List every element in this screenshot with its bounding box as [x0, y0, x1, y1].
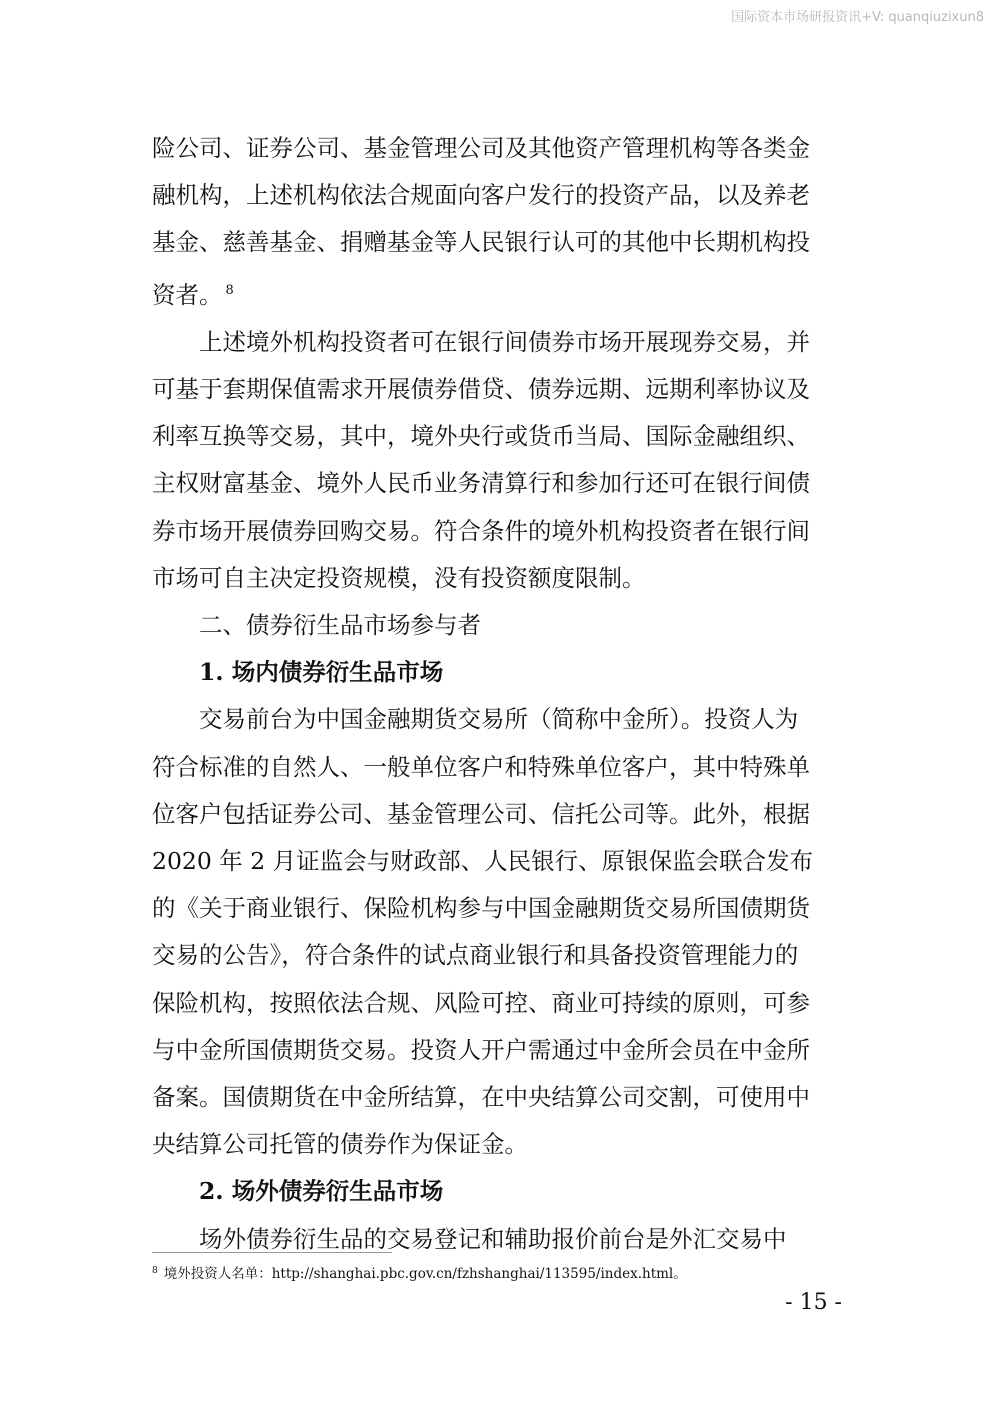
paragraph-foreign-investors [152, 319, 842, 602]
document-body [152, 125, 842, 1263]
footnote [152, 1262, 687, 1283]
text-line-content: 资者。 [152, 280, 223, 309]
subsection-heading-otc: 2. 场外债券衍生品市场 [199, 1177, 444, 1206]
paragraph-institution-list [152, 125, 842, 319]
watermark: 国际资本市场研报资讯+V: quanqiuzixun8 [731, 10, 984, 25]
text-line: 交易的公告》，符合条件的试点商业银行和具备投资管理能力的 [152, 941, 799, 970]
text-line: 融机构，上述机构依法合规面向客户发行的投资产品，以及养老 [152, 181, 810, 210]
text-line: 基金、慈善基金、捐赠基金等人民银行认可的其他中长期机构投 [152, 228, 810, 257]
text-line: 的《关于商业银行、保险机构参与中国金融期货交易所国债期货 [152, 894, 810, 923]
text-line: 市场可自主决定投资规模，没有投资额度限制。 [152, 563, 646, 592]
text-line: 央结算公司托管的债券作为保证金。 [152, 1130, 528, 1159]
footnote-text: 境外投资人名单：http://shanghai.pbc.gov.cn/fzhshanghai/113595/index.html。 [163, 1266, 687, 1282]
text-line: 上述境外机构投资者可在银行间债券市场开展现券交易，并 [199, 327, 810, 356]
text-line: 险公司、证券公司、基金管理公司及其他资产管理机构等各类金 [152, 134, 810, 162]
section-heading: 二、债券衍生品市场参与者 [199, 611, 481, 640]
text-line: 位客户包括证券公司、基金管理公司、信托公司等。此外，根据 [152, 799, 810, 828]
text-line: 符合标准的自然人、一般单位客户和特殊单位客户，其中特殊单 [152, 752, 810, 781]
page-number: - 15 - [785, 1290, 842, 1315]
text-line: 利率互换等交易，其中，境外央行或货币当局、国际金融组织、 [152, 422, 810, 451]
text-line [152, 267, 842, 319]
paragraph-exchange-market [152, 696, 842, 1168]
text-line: 保险机构，按照依法合规、风险可控、商业可持续的原则，可参 [152, 988, 810, 1017]
text-line: 场外债券衍生品的交易登记和辅助报价前台是外汇交易中 [199, 1224, 787, 1253]
subsection-heading-exchange: 1. 场内债券衍生品市场 [199, 658, 444, 687]
footnote-mark: 8 [152, 1266, 158, 1276]
text-line: 交易前台为中国金融期货交易所（简称中金所）。投资人为 [199, 705, 799, 734]
text-line: 主权财富基金、境外人民币业务清算行和参加行还可在银行间债 [152, 469, 810, 498]
footnote-reference: 8 [225, 282, 234, 298]
paragraph-otc-market [152, 1216, 842, 1263]
text-line: 2020 年 2 月证监会与财政部、人民银行、原银保监会联合发布 [152, 847, 814, 876]
footnote-divider [152, 1252, 392, 1253]
text-line: 备案。国债期货在中金所结算，在中央结算公司交割，可使用中 [152, 1083, 810, 1112]
text-line: 券市场开展债券回购交易。符合条件的境外机构投资者在银行间 [152, 516, 810, 545]
text-line: 可基于套期保值需求开展债券借贷、债券远期、远期利率协议及 [152, 375, 810, 404]
text-line: 与中金所国债期货交易。投资人开户需通过中金所会员在中金所 [152, 1035, 810, 1064]
